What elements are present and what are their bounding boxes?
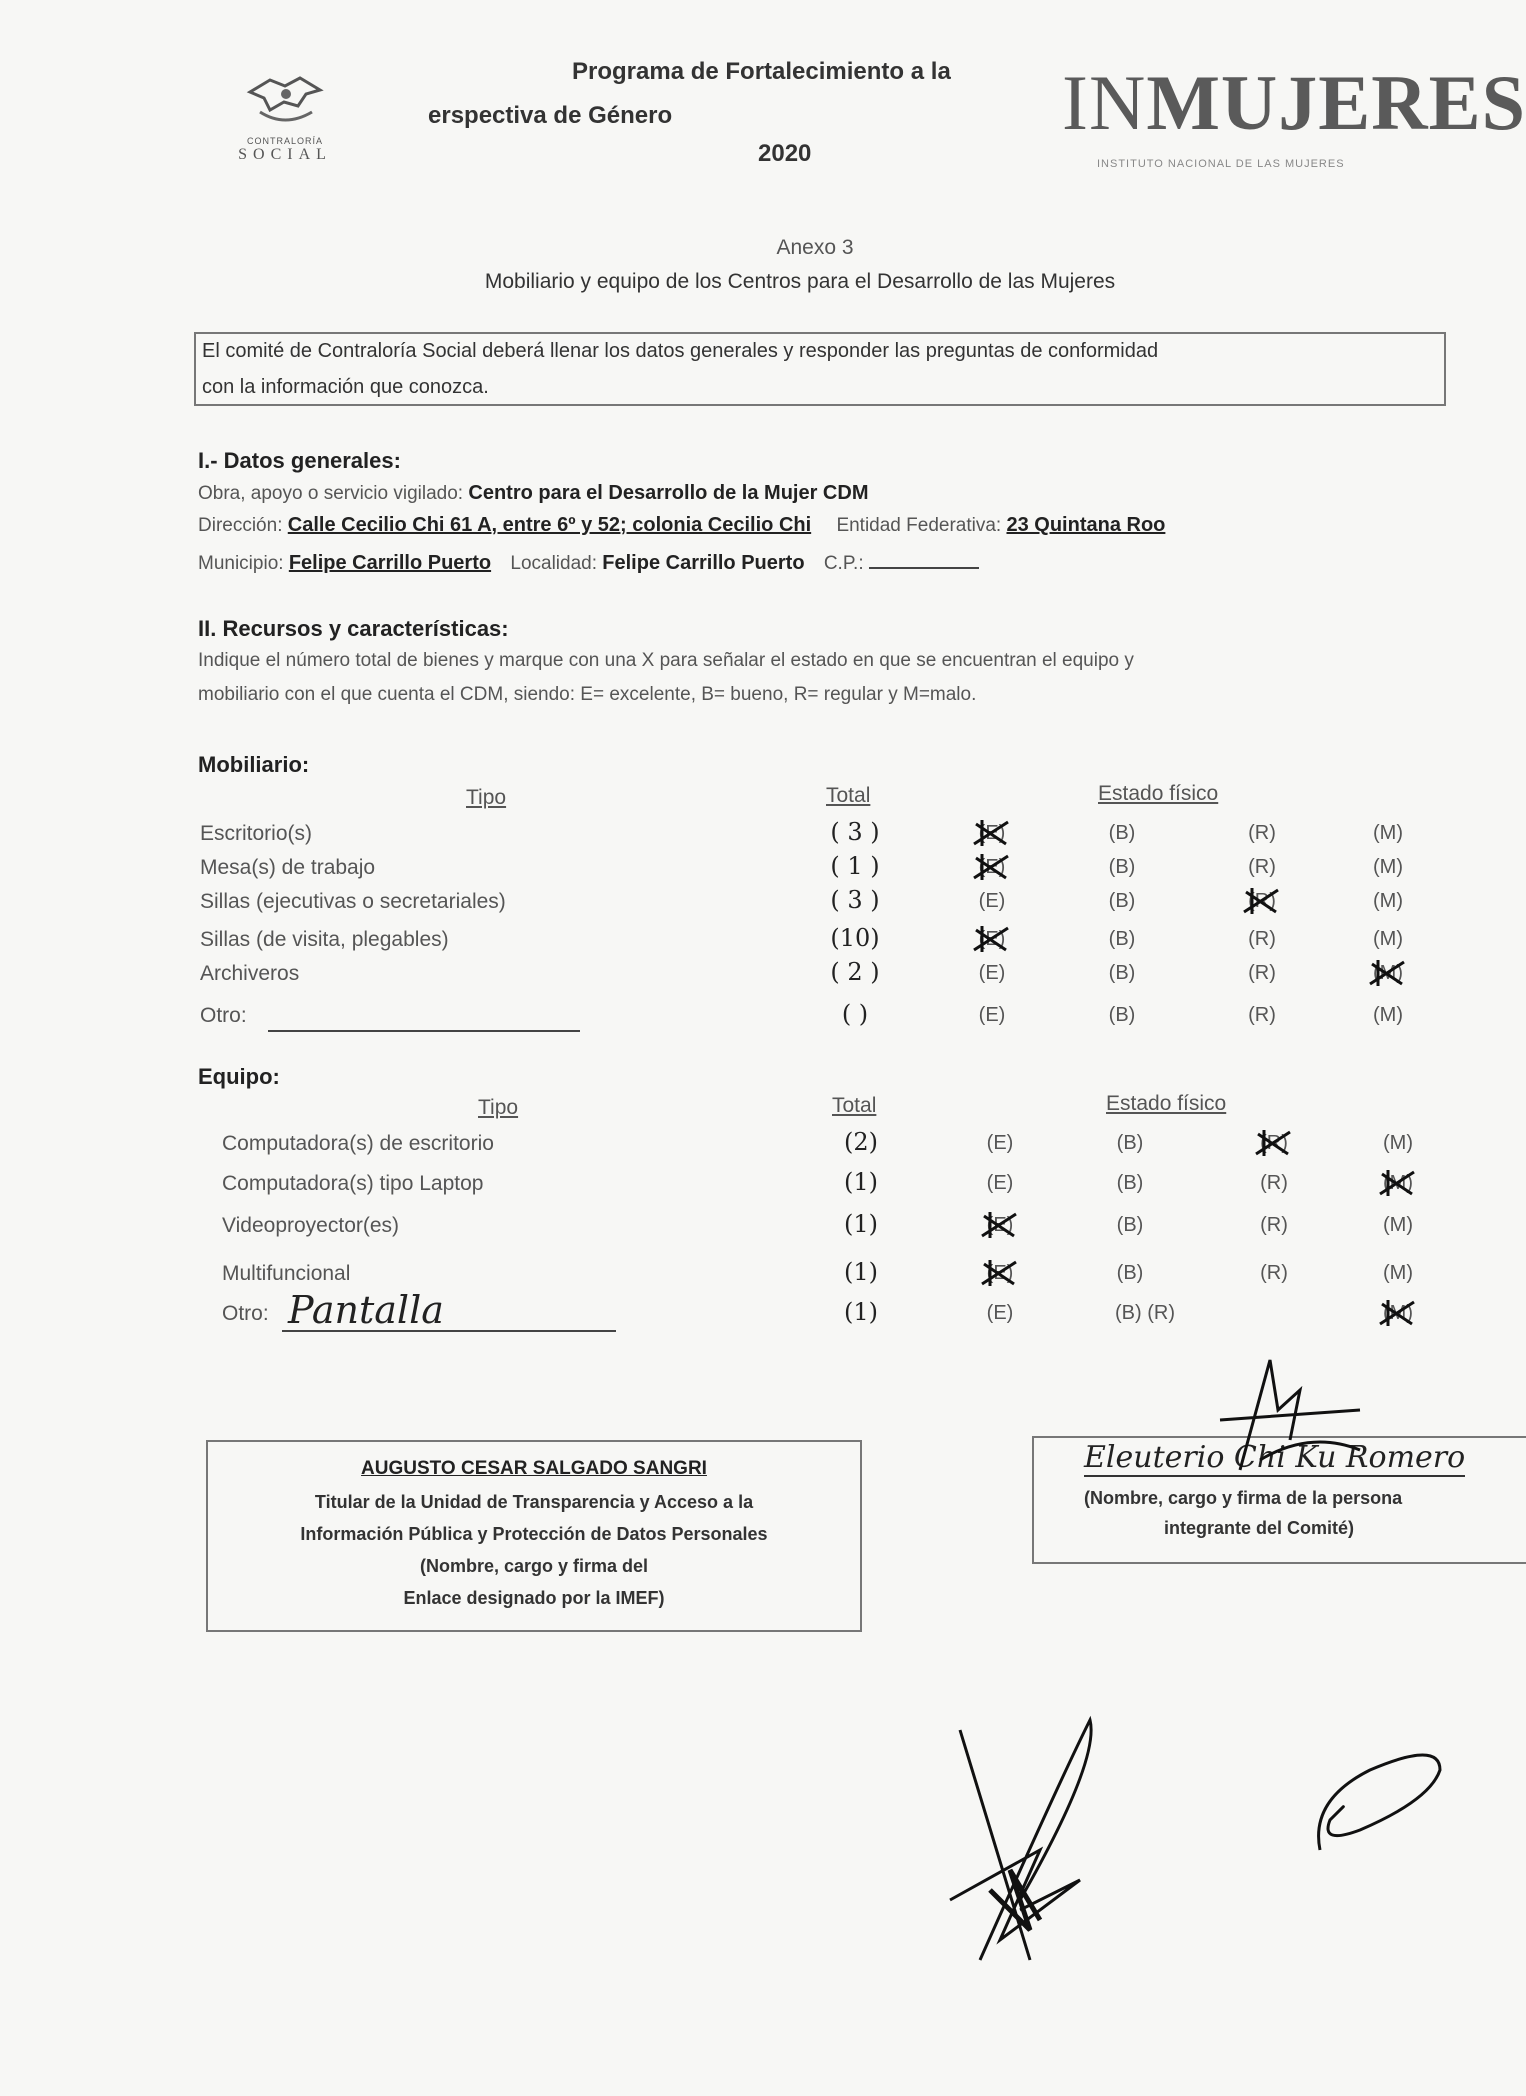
inmujeres-logo-subtitle: INSTITUTO NACIONAL DE LAS MUJERES [1097,158,1345,170]
status-x-mark-icon [970,924,1014,954]
item-label: Multifuncional [222,1262,351,1285]
status-option-b: (B) [1116,1132,1144,1154]
status-option-e: (E) [978,890,1006,912]
status-option-m: (M) [1373,962,1403,984]
status-option-m: (M) [1373,928,1403,950]
status-option-b: (B) [1108,856,1136,878]
item-total: ( 2 ) [830,958,880,986]
item-total: (10) [830,924,880,952]
status-option-r: (R) [1248,822,1276,844]
item-total: ( 1 ) [830,852,880,880]
status-option-r: (R) [1248,962,1276,984]
mobiliario-col-estado: Estado físico [1098,782,1219,805]
inmujeres-logo: INMUJERES [1062,59,1526,146]
status-option-r: (R) [1248,928,1276,950]
status-x-mark-icon [1252,1128,1296,1158]
status-option-m: (M) [1383,1172,1413,1194]
resources-text1: Indique el número total de bienes y marque con una X para señalar el estado en que se encuentran el equipo y [198,650,1134,671]
status-option-e: (E) [986,1262,1014,1284]
mobiliario-col-tipo: Tipo [466,786,507,809]
status-option-b: (B) [1108,962,1136,984]
status-option-m: (M) [1373,822,1403,844]
item-label: Sillas (de visita, plegables) [200,928,449,951]
status-option-e: (E) [986,1132,1014,1154]
status-option-m: (M) [1383,1302,1413,1324]
resources-heading: II. Recursos y características: [198,616,509,641]
status-option-r: (R) [1260,1172,1288,1194]
status-option-e: (E) [986,1172,1014,1194]
item-label: Videoproyector(es) [222,1214,400,1237]
status-option-b: (B) [1116,1172,1144,1194]
comite-signature-scribble [1160,1350,1400,1480]
program-title-line2: erspectiva de Género [428,102,673,129]
status-x-mark-icon [1366,958,1410,988]
status-x-mark-icon [1240,886,1284,916]
cp-blank [869,567,979,569]
item-total: (1) [844,1210,878,1238]
equipo-col-tipo: Tipo [478,1096,519,1119]
annex-label: Anexo 3 [776,236,854,259]
status-option-m: (M) [1383,1262,1413,1284]
equipo-heading: Equipo: [198,1064,280,1089]
comite-handwritten-name: Eleuterio Chi Ku Romero [1084,1440,1466,1475]
status-x-mark-icon [978,1210,1022,1240]
status-x-mark-icon [970,852,1014,882]
signature-scribble-2 [1300,1740,1460,1860]
status-option-r: (R) [1248,1004,1276,1026]
municipio-value: Felipe Carrillo Puerto [288,552,492,574]
item-label: Archiveros [200,962,300,985]
status-option-m: (M) [1383,1132,1413,1154]
enlace-signature-box: AUGUSTO CESAR SALGADO SANGRI Titular de la Unidad de Transparencia y Acceso a la Información Pública y Protección de Datos Personales (Nombre, cargo y firma del Enlace designado por la IMEF) [206,1440,862,1632]
item-total: ( ) [841,1000,869,1028]
status-option-m: (M) [1373,856,1403,878]
status-option-m: (M) [1383,1214,1413,1236]
status-option-b: (B) [1116,1262,1144,1284]
item-label: Computadora(s) de escritorio [222,1132,494,1155]
status-option-e: (E) [978,928,1006,950]
status-option-r: (R) [1248,890,1276,912]
signature-scribble-1 [920,1700,1140,1970]
item-total: ( 3 ) [830,818,880,846]
eagle-emblem-icon [240,72,330,130]
instructions-box [194,332,1446,406]
item-total: (2) [844,1128,878,1156]
status-option-e: (E) [986,1214,1014,1236]
mobiliario-heading: Mobiliario: [198,752,310,777]
status-option-e: (E) [978,1004,1006,1026]
status-option-m: (M) [1373,1004,1403,1026]
municipio-line: Municipio: Felipe Carrillo Puerto Localidad: Felipe Carrillo Puerto C.P.: [198,552,979,575]
status-option-b: (B) [1108,890,1136,912]
document-title: Mobiliario y equipo de los Centros para el Desarrollo de las Mujeres [484,270,1116,293]
status-x-mark-icon [1376,1298,1420,1328]
status-option-e: (E) [978,822,1006,844]
item-label: Computadora(s) tipo Laptop [222,1172,484,1195]
item-total: (1) [844,1168,878,1196]
status-x-mark-icon [978,1258,1022,1288]
mobiliario-otro-line [268,1030,580,1032]
status-option-b: (B) [1108,1004,1136,1026]
item-label: Otro: [200,1004,247,1027]
status-option-b: (B) [1108,928,1136,950]
comite-signature-box: Eleuterio Chi Ku Romero (Nombre, cargo y firma de la persona integrante del Comité) [1032,1436,1526,1564]
resources-text2: mobiliario con el que cuenta el CDM, siendo: E= excelente, B= bueno, R= regular y M=malo. [198,684,977,705]
equipo-col-estado: Estado físico [1106,1092,1227,1115]
status-x-mark-icon [1376,1168,1420,1198]
item-label: Mesa(s) de trabajo [200,856,376,879]
item-total: ( 3 ) [830,886,880,914]
status-option-e: (E) [986,1302,1014,1324]
item-label: Otro: [222,1302,269,1325]
general-data-heading: I.- Datos generales: [198,448,401,473]
obra-line: Obra, apoyo o servicio vigilado: Centro para el Desarrollo de la Mujer CDM [198,482,869,504]
instructions-line1: El comité de Contraloría Social deberá llenar los datos generales y responder las preguntas de conformidad [202,340,1159,362]
equipo-otro-handwritten: Pantalla [288,1288,444,1332]
status-option-e: (E) [978,962,1006,984]
localidad-value: Felipe Carrillo Puerto [602,552,805,574]
item-total: (1) [844,1298,878,1326]
program-year: 2020 [758,140,812,167]
obra-value: Centro para el Desarrollo de la Mujer CDM [468,482,869,504]
status-x-mark-icon [970,818,1014,848]
item-total: (1) [844,1258,878,1286]
mobiliario-col-total: Total [826,784,871,807]
item-label: Sillas (ejecutivas o secretariales) [200,890,506,913]
status-option-r: (R) [1260,1132,1288,1154]
status-option-b: (B) [1116,1214,1144,1236]
status-option-r: (R) [1248,856,1276,878]
instructions-line2: con la información que conozca. [202,376,489,398]
status-option-r: (R) [1260,1262,1288,1284]
status-option-r: (R) [1260,1214,1288,1236]
status-option-e: (E) [978,856,1006,878]
status-option-b: (B) [1108,822,1136,844]
enlace-name: AUGUSTO CESAR SALGADO SANGRI [361,1458,707,1479]
equipo-col-total: Total [832,1094,877,1117]
contraloria-social-logo: CONTRALORÍA SOCIAL [205,72,365,164]
item-label: Escritorio(s) [200,822,313,845]
direccion-line: Dirección: Calle Cecilio Chi 61 A, entre 6º y 52; colonia Cecilio Chi Entidad Federativa: 23 Quintana Roo [198,514,1166,536]
status-option-b: (B) (R) [1115,1302,1175,1324]
program-title-line1: Programa de Fortalecimiento a la [572,58,951,85]
direccion-value: Calle Cecilio Chi 61 A, entre 6º y 52; colonia Cecilio Chi [287,514,812,536]
status-option-m: (M) [1373,890,1403,912]
entidad-value: 23 Quintana Roo [1006,514,1166,536]
